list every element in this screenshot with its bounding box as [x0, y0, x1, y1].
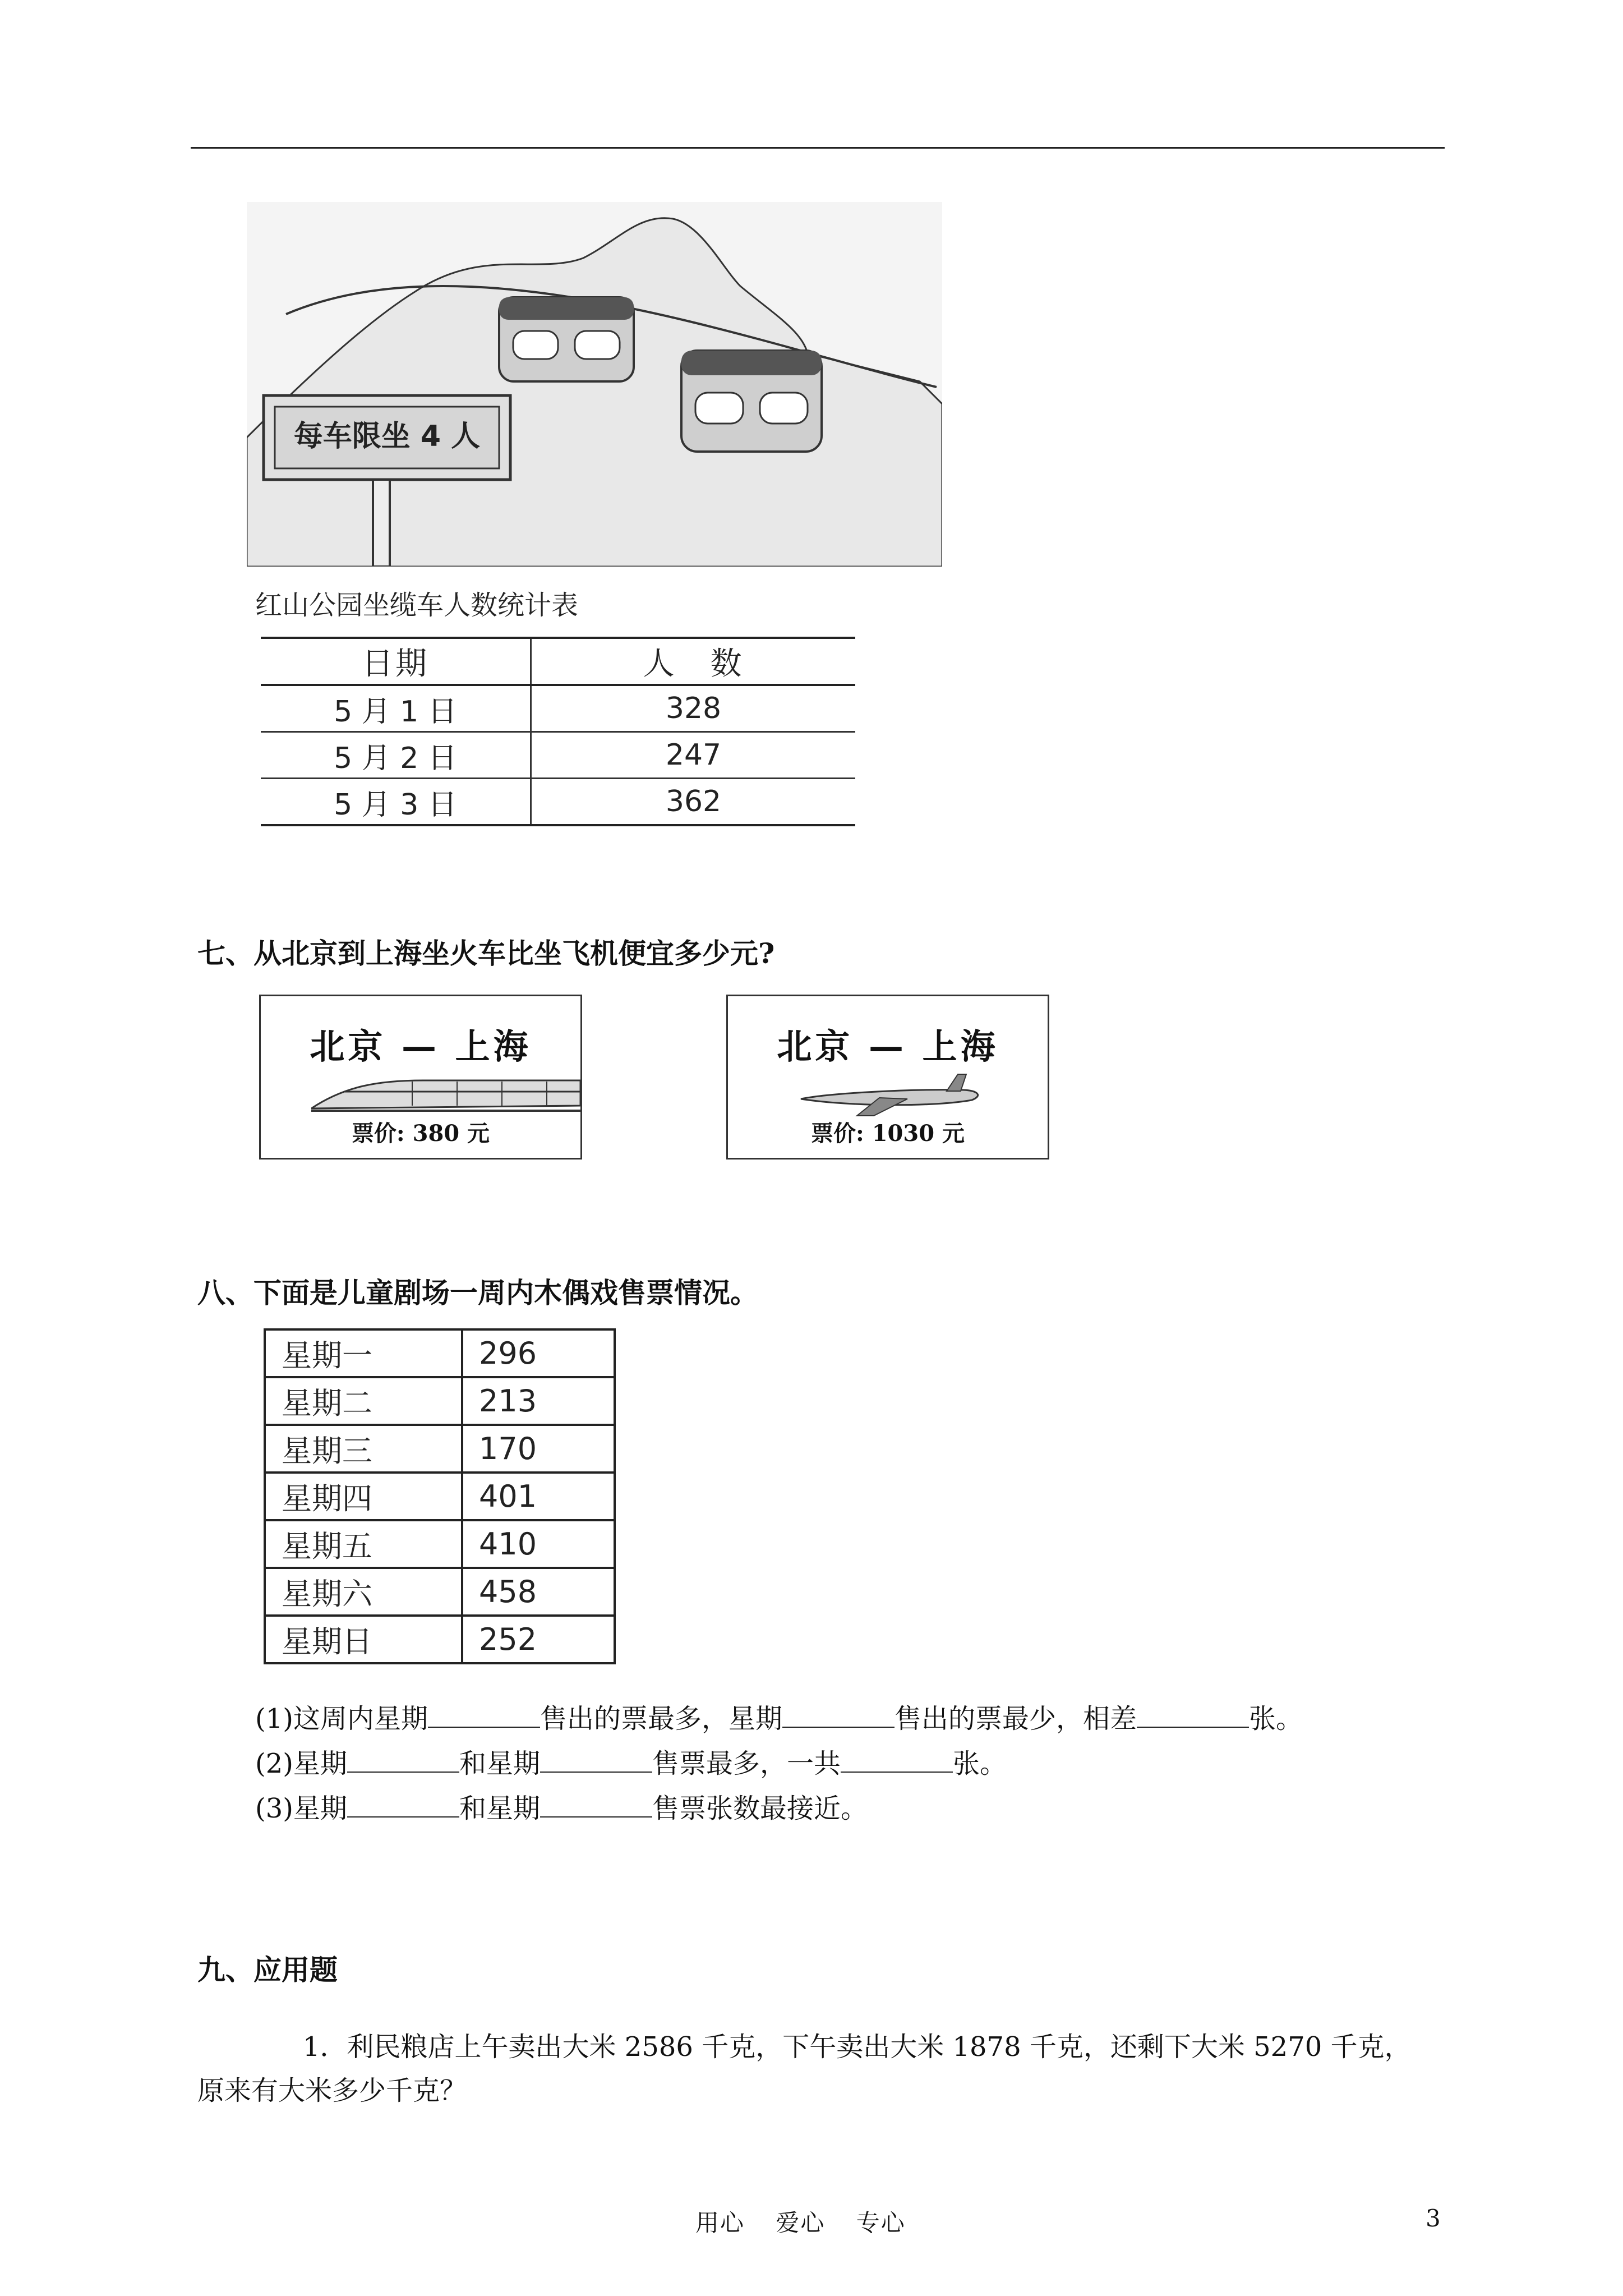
cell-tickets: 296 — [462, 1329, 615, 1377]
cell-date: 5 月 1 日 — [261, 685, 531, 732]
section-7-heading: 七、从北京到上海坐火车比坐飞机便宜多少元? — [197, 937, 775, 970]
table-row — [261, 779, 855, 826]
sign-text: 每车限坐 4 人 — [293, 420, 481, 453]
table-row — [261, 732, 855, 779]
plane-price: 票价: 1030 元 — [811, 1120, 965, 1147]
cable-car-2 — [681, 351, 822, 452]
puppet-show-ticket-table — [264, 1328, 616, 1664]
table-row — [265, 1568, 615, 1616]
q3-text-b: 和星期 — [459, 1793, 541, 1824]
q2-text-c: 售票最多，一共 — [652, 1748, 841, 1779]
cell-date: 5 月 3 日 — [261, 779, 531, 826]
table-row — [265, 1425, 615, 1473]
train-price: 票价: 380 元 — [351, 1120, 490, 1147]
question-2 — [255, 1742, 1007, 1780]
cable-car-illustration — [247, 202, 942, 567]
q1-text-d: 张。 — [1249, 1703, 1303, 1734]
answer-blank[interactable] — [782, 1702, 895, 1728]
train-route: 北京 — 上海 — [310, 1026, 532, 1067]
cable-car-1 — [499, 297, 634, 381]
q3-text-c: 售票张数最接近。 — [652, 1793, 868, 1824]
section-8-heading: 八、下面是儿童剧场一周内木偶戏售票情况。 — [197, 1276, 758, 1309]
table-row — [265, 1473, 615, 1520]
cell-day: 星期三 — [265, 1425, 462, 1473]
plane-route: 北京 — 上海 — [777, 1026, 999, 1067]
q1-text-c: 售出的票最少，相差 — [895, 1703, 1137, 1734]
question-3 — [255, 1787, 868, 1825]
problem-1-line-1: 1．利民粮店上午卖出大米 2586 千克，下午卖出大米 1878 千克，还剩下大米 5270 千克， — [303, 2031, 1412, 2063]
table-row — [265, 1329, 615, 1377]
page-number: 3 — [1426, 2205, 1441, 2232]
airplane-icon — [795, 1072, 986, 1117]
cable-car-table — [261, 637, 855, 826]
table-row — [265, 1377, 615, 1425]
cell-tickets: 213 — [462, 1377, 615, 1425]
table-row — [265, 1616, 615, 1663]
answer-blank[interactable] — [540, 1747, 652, 1773]
cell-day: 星期二 — [265, 1377, 462, 1425]
answer-blank[interactable] — [1137, 1702, 1249, 1728]
cell-day: 星期日 — [265, 1616, 462, 1663]
answer-blank[interactable] — [841, 1747, 953, 1773]
table-row — [265, 1520, 615, 1568]
header-rule — [191, 147, 1445, 149]
cell-count: 362 — [531, 779, 856, 826]
answer-blank[interactable] — [428, 1702, 540, 1728]
answer-blank[interactable] — [347, 1792, 459, 1818]
problem-1-line-2: 原来有大米多少千克？ — [197, 2075, 467, 2106]
header-count: 人 数 — [531, 638, 856, 685]
table-caption: 红山公园坐缆车人数统计表 — [255, 590, 579, 621]
section-9-heading: 九、应用题 — [197, 1953, 338, 1986]
cell-tickets: 458 — [462, 1568, 615, 1616]
answer-blank[interactable] — [540, 1792, 652, 1818]
cell-tickets: 170 — [462, 1425, 615, 1473]
cell-tickets: 401 — [462, 1473, 615, 1520]
q2-text-b: 和星期 — [459, 1748, 541, 1779]
cell-count: 328 — [531, 685, 856, 732]
footer-text: 用心 爱心 专心 — [695, 2209, 906, 2237]
cell-date: 5 月 2 日 — [261, 732, 531, 779]
cell-tickets: 252 — [462, 1616, 615, 1663]
q3-text-a: (3)星期 — [255, 1793, 347, 1824]
q2-text-a: (2)星期 — [255, 1748, 347, 1779]
train-ticket — [259, 995, 582, 1159]
cell-day: 星期一 — [265, 1329, 462, 1377]
q2-text-d: 张。 — [953, 1748, 1007, 1779]
table-row — [261, 685, 855, 732]
cell-day: 星期六 — [265, 1568, 462, 1616]
table-header-row — [261, 638, 855, 685]
cell-tickets: 410 — [462, 1520, 615, 1568]
q1-text-a: (1)这周内星期 — [255, 1703, 428, 1734]
header-date: 日期 — [261, 638, 531, 685]
train-icon — [311, 1075, 580, 1114]
cell-day: 星期四 — [265, 1473, 462, 1520]
answer-blank[interactable] — [347, 1747, 459, 1773]
cell-day: 星期五 — [265, 1520, 462, 1568]
q1-text-b: 售出的票最多，星期 — [540, 1703, 783, 1734]
question-1 — [255, 1697, 1303, 1736]
plane-ticket — [726, 995, 1049, 1159]
cell-count: 247 — [531, 732, 856, 779]
